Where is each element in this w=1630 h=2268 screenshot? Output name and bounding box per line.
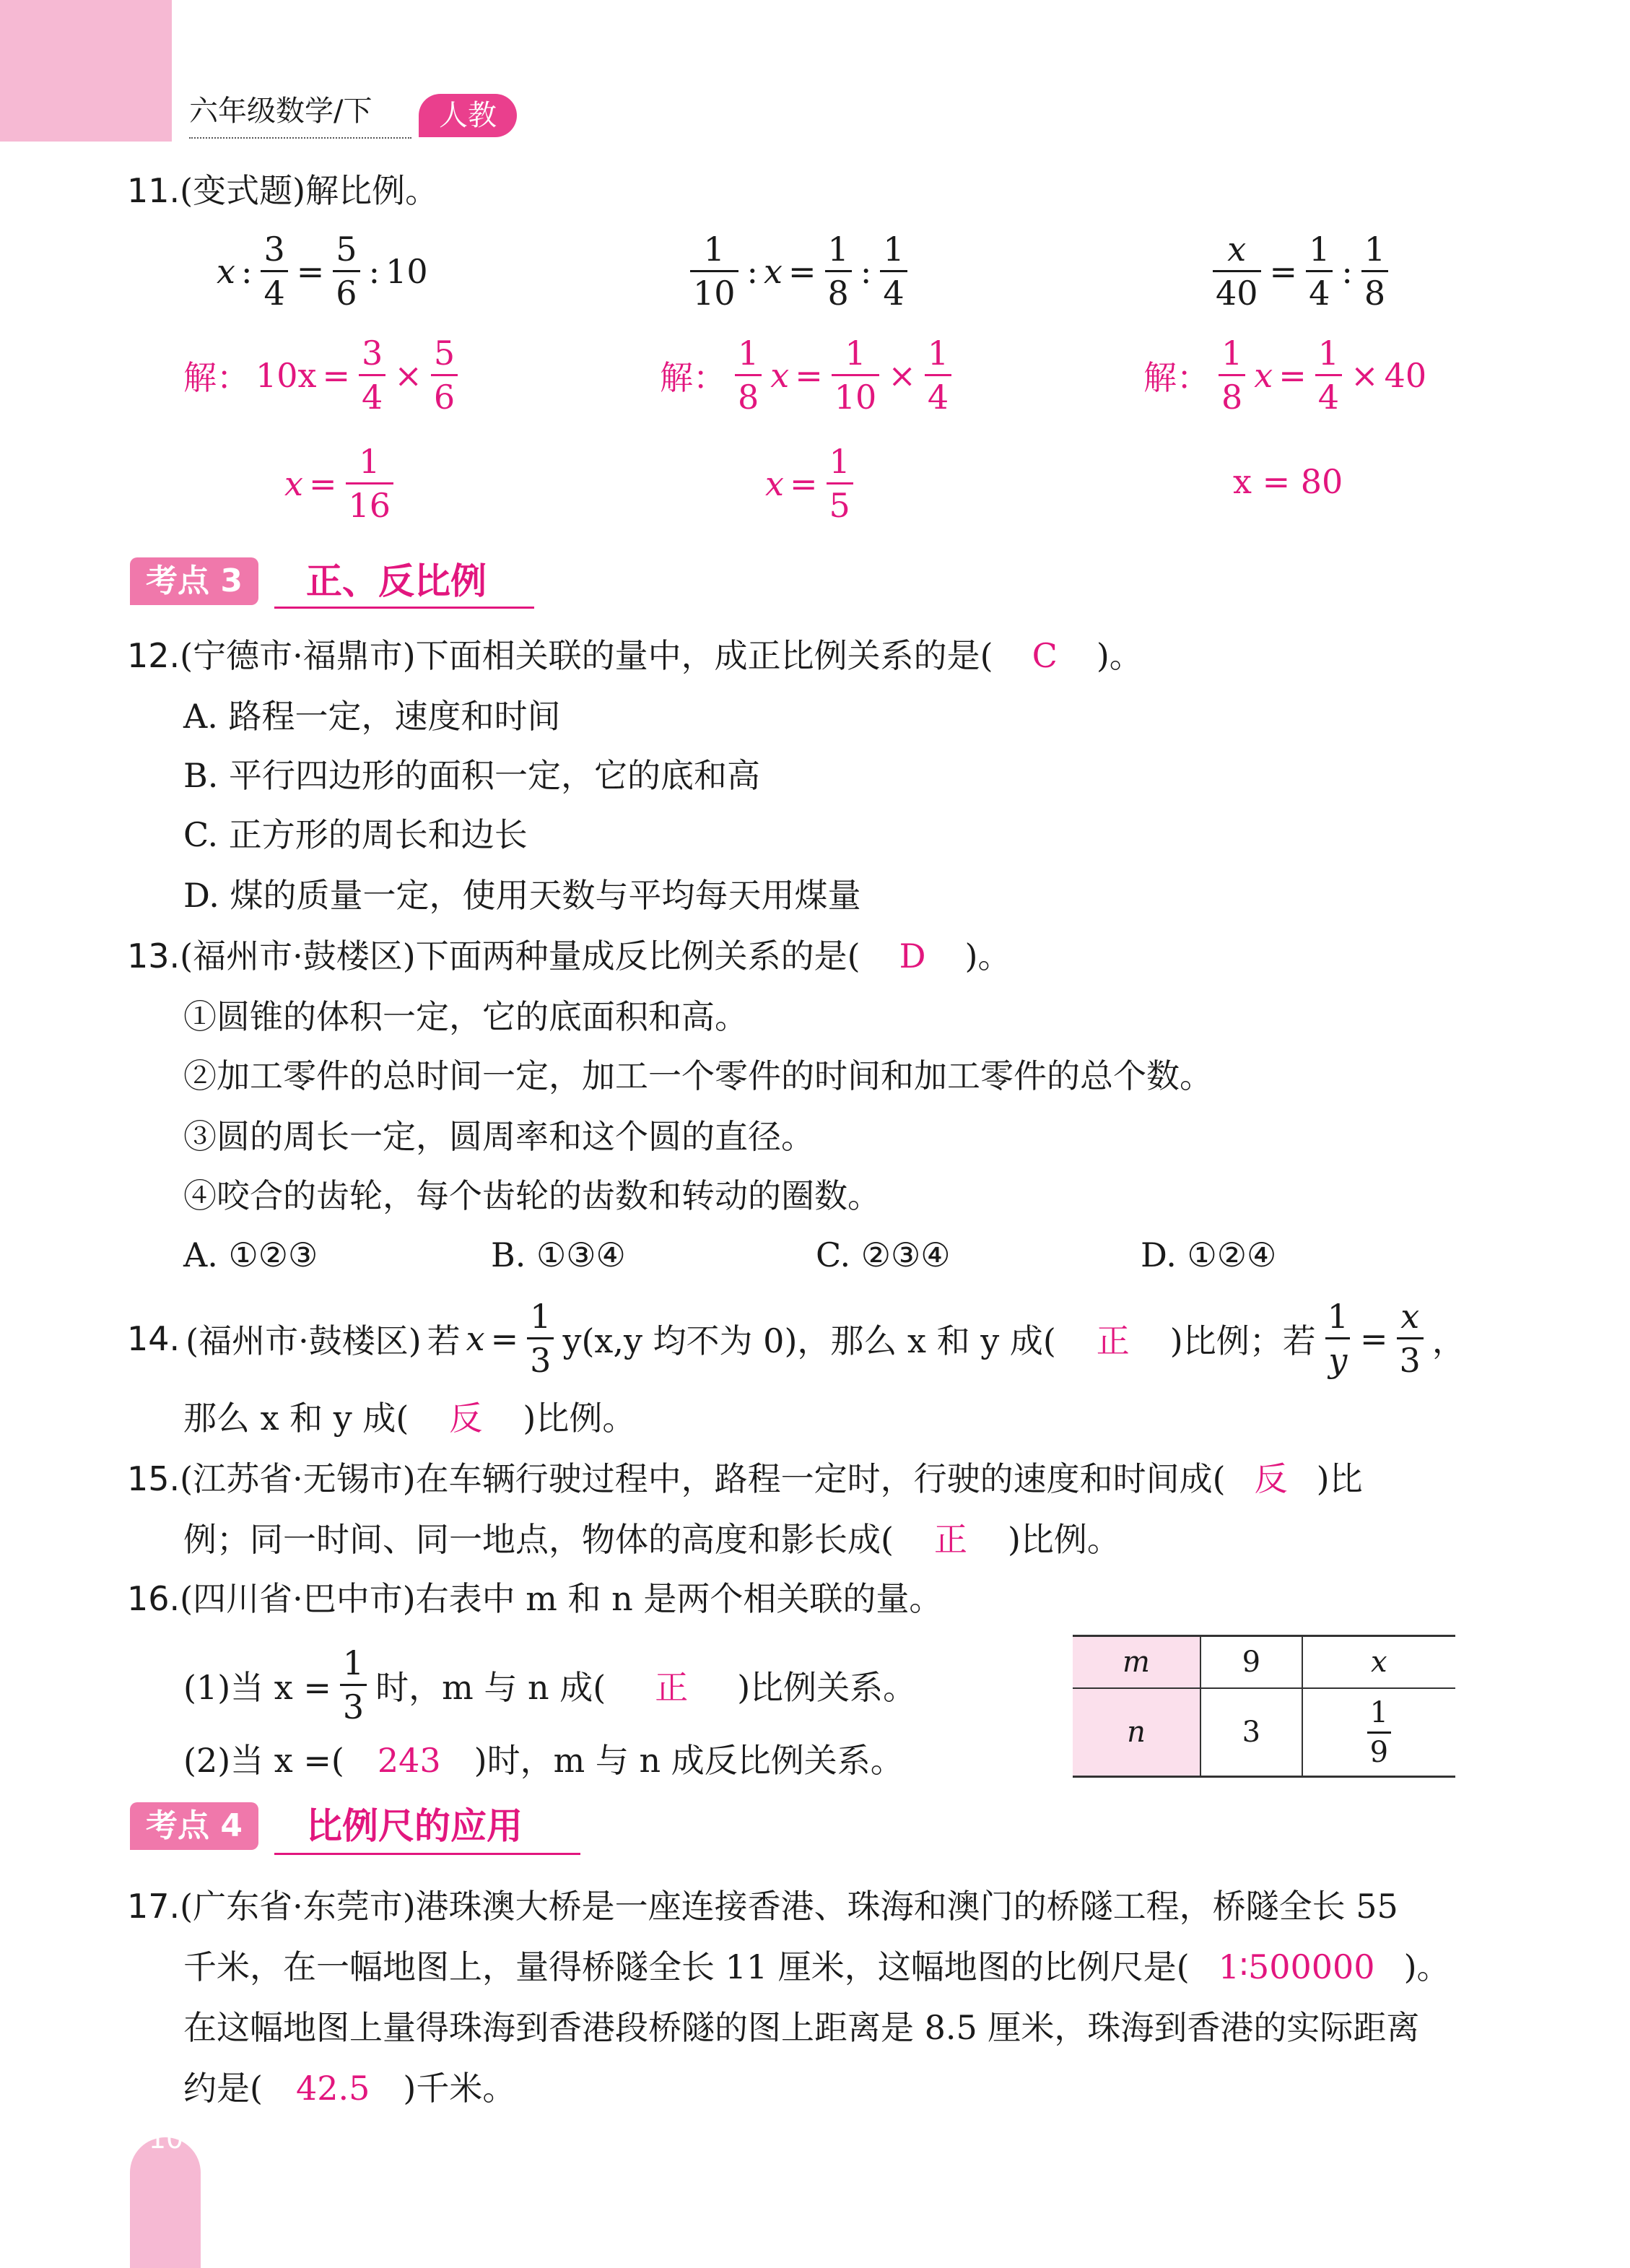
q12-option-a: A. 路程一定，速度和时间 — [183, 697, 561, 736]
table-cell: $\frac{1}{9}$ — [1302, 1688, 1455, 1777]
header-underline — [189, 137, 411, 139]
q13-stem: 13.(福州市·鼓楼区)下面两种量成反比例关系的是( D )。 — [127, 937, 1011, 976]
q12-answer: C — [1032, 636, 1058, 675]
q17-answer-1: 1∶500000 — [1218, 1947, 1375, 1986]
q11-solution-2-result: x = $\frac{1}{5}$ — [765, 445, 856, 522]
table-row — [1073, 1688, 1455, 1777]
q16-sub-2: (2)当 x =( 243 )时，m 与 n 成反比例关系。 — [183, 1741, 904, 1780]
q17-line-1: 17.(广东省·东莞市)港珠澳大桥是一座连接香港、珠海和澳门的桥隧工程，桥隧全长 55 — [127, 1887, 1398, 1926]
corner-decoration-top — [0, 0, 172, 142]
q11-solution-3-step1: 解： $\frac{1}{8}$ x = $\frac{1}{4}$ × 40 — [1143, 334, 1427, 417]
q14-answer-2: 反 — [449, 1399, 483, 1438]
q17-line-4: 约是( 42.5 )千米。 — [183, 2069, 516, 2108]
table-cell: n — [1073, 1688, 1200, 1777]
edition-badge: 人教 — [419, 94, 517, 137]
q17-line-3: 在这幅地图上量得珠海到香港段桥隧的图上距离是 8.5 厘米，珠海到香港的实际距离 — [183, 2008, 1420, 2047]
kaodian-3-badge: 考点 3 — [130, 557, 258, 605]
q11-stem: 11.(变式题)解比例。 — [127, 171, 439, 210]
table-cell: 3 — [1200, 1688, 1302, 1777]
kaodian-4-title: 比例尺的应用 — [306, 1805, 523, 1847]
table-row — [1073, 1636, 1455, 1689]
table-cell: m — [1073, 1636, 1200, 1689]
q16-sub-1: (1)当 x = $\frac{1}{3}$ 时，m 与 n 成( 正 )比例关系。 — [183, 1643, 917, 1726]
kaodian-3-underline — [274, 607, 534, 609]
q13-item-4: ④咬合的齿轮，每个齿轮的齿数和转动的圈数。 — [183, 1176, 881, 1215]
q12-option-b: B. 平行四边形的面积一定，它的底和高 — [183, 756, 761, 795]
q11-solution-2-step1: 解： $\frac{1}{8}$ x = $\frac{1}{10}$ × $\frac{1}{4}$ — [660, 336, 954, 414]
q12-option-c: C. 正方形的周长和边长 — [183, 815, 528, 854]
q13-option-b: B. ①③④ — [491, 1235, 626, 1274]
table-cell: 9 — [1200, 1636, 1302, 1689]
q13-option-a: A. ①②③ — [183, 1235, 318, 1274]
q11-solution-3-result: x = 80 — [1233, 462, 1343, 501]
corner-decoration-bottom — [130, 2137, 201, 2268]
q11-problem-1: x : $\frac{3}{4}$ = $\frac{5}{6}$ : 10 — [217, 230, 428, 313]
q14-line-1: 14. (福州市·鼓楼区) 若 x = $\frac{1}{3}$ y(x,y 均不为 0)，那么 x 和 y 成( 正 )比例；若 $\frac{1}{y}$ = $\frac{x}{3}$ ， — [127, 1297, 1465, 1380]
q16-table — [1073, 1635, 1455, 1778]
q14-line-2: 那么 x 和 y 成( 反 )比例。 — [183, 1399, 636, 1438]
q15-line-2: 例；同一时间、同一地点，物体的高度和影长成( 正 )比例。 — [183, 1520, 1120, 1559]
q13-answer: D — [899, 937, 926, 976]
q11-solution-1-step1: 解： 10x = $\frac{3}{4}$ × $\frac{5}{6}$ — [183, 336, 461, 414]
table-cell: x — [1302, 1636, 1455, 1689]
q15-line-1: 15.(江苏省·无锡市)在车辆行驶过程中，路程一定时，行驶的速度和时间成( 反 )比 — [127, 1459, 1363, 1498]
q13-option-c: C. ②③④ — [816, 1235, 951, 1274]
q17-line-2: 千米，在一幅地图上，量得桥隧全长 11 厘米，这幅地图的比例尺是( 1∶500000 )。 — [183, 1947, 1450, 1986]
q12-stem: 12.(宁德市·福鼎市)下面相关联的量中，成正比例关系的是( C )。 — [127, 636, 1143, 675]
q13-option-d: D. ①②④ — [1141, 1235, 1277, 1274]
q11-solution-1-result: x = $\frac{1}{16}$ — [284, 445, 396, 522]
page-number: 10 — [148, 2123, 184, 2155]
q17-answer-2: 42.5 — [295, 2069, 370, 2108]
q15-answer-2: 正 — [933, 1520, 967, 1559]
kaodian-3-title: 正、反比例 — [306, 560, 487, 602]
q16-answer-1: 正 — [655, 1667, 689, 1707]
q15-answer-1: 反 — [1254, 1459, 1288, 1498]
q14-answer-1: 正 — [1096, 1321, 1130, 1360]
header-title: 六年级数学/下 — [189, 95, 372, 128]
q13-item-1: ①圆锥的体积一定，它的底面积和高。 — [183, 997, 748, 1036]
kaodian-4-badge: 考点 4 — [130, 1802, 258, 1850]
kaodian-4-underline — [274, 1853, 580, 1855]
q16-stem: 16.(四川省·巴中市)右表中 m 和 n 是两个相关联的量。 — [127, 1579, 943, 1618]
q13-item-2: ②加工零件的总时间一定，加工一个零件的时间和加工零件的总个数。 — [183, 1056, 1213, 1095]
q11-problem-3: $\frac{x}{40}$ = $\frac{1}{4}$ : $\frac{1}{8}$ — [1210, 233, 1391, 310]
q13-item-3: ③圆的周长一定，圆周率和这个圆的直径。 — [183, 1117, 814, 1156]
q16-answer-2: 243 — [377, 1741, 441, 1780]
q12-option-d: D. 煤的质量一定，使用天数与平均每天用煤量 — [183, 876, 861, 915]
q11-problem-2: $\frac{1}{10}$ : x = $\frac{1}{8}$ : $\frac{1}{4}$ — [687, 233, 910, 310]
